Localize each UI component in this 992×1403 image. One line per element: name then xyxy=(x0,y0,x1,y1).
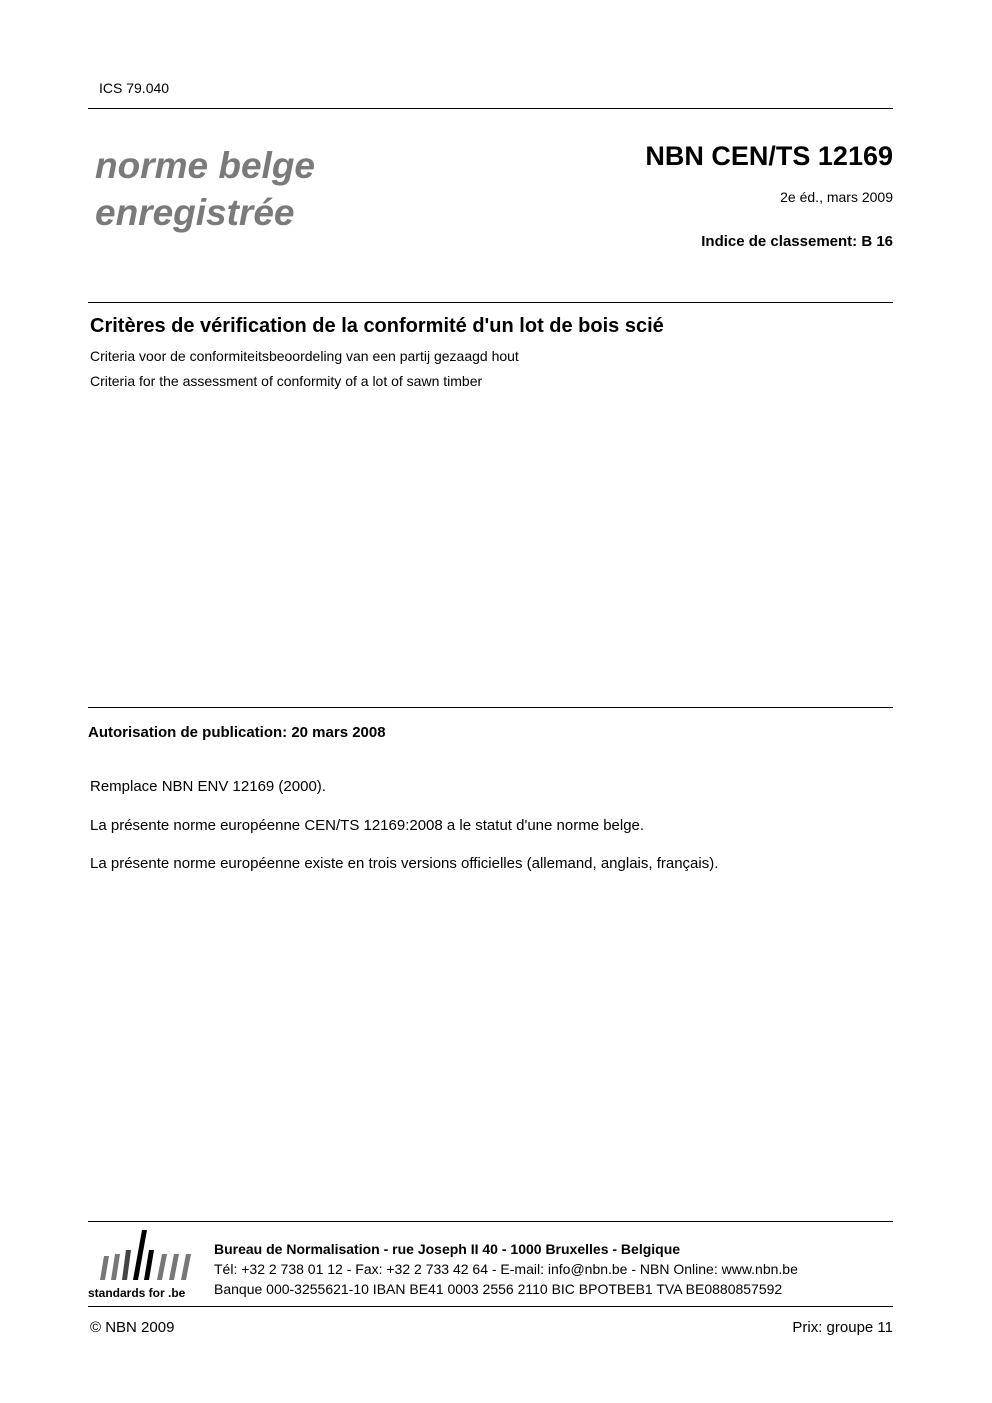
paragraph-versions: La présente norme européenne existe en trois versions officielles (allemand, anglais, français). xyxy=(90,855,719,872)
paragraph-status: La présente norme européenne CEN/TS 12169:2008 a le statut d'une norme belge. xyxy=(90,817,645,834)
nbn-logo xyxy=(88,1228,200,1304)
divider xyxy=(88,1221,893,1222)
logo-tagline: standards for .be xyxy=(88,1286,186,1300)
price-group: Prix: groupe 11 xyxy=(792,1319,893,1336)
title-fr: Critères de vérification de la conformité d'un lot de bois scié xyxy=(90,315,664,337)
divider xyxy=(88,108,893,109)
publication-authorisation: Autorisation de publication: 20 mars 2008 xyxy=(88,724,386,741)
divider xyxy=(88,302,893,303)
edition: 2e éd., mars 2009 xyxy=(780,189,893,205)
footer-bank: Banque 000-3255621-10 IBAN BE41 0003 2556 2110 BIC BPOTBEB1 TVA BE0880857592 xyxy=(214,1281,783,1297)
footer-contact: Tél: +32 2 738 01 12 - Fax: +32 2 733 42 64 - E-mail: info@nbn.be - NBN Online: www.nbn.be xyxy=(214,1261,798,1277)
brand-line-1: norme belge xyxy=(95,145,315,186)
paragraph-replaces: Remplace NBN ENV 12169 (2000). xyxy=(90,778,326,795)
title-en: Criteria for the assessment of conformity of a lot of sawn timber xyxy=(90,373,483,389)
nbn-logo-mark-icon xyxy=(88,1228,200,1284)
ics-code: ICS 79.040 xyxy=(99,80,170,96)
classification-index: Indice de classement: B 16 xyxy=(701,233,893,250)
title-nl: Criteria voor de conformiteitsbeoordeling van een partij gezaagd hout xyxy=(90,348,519,364)
standard-number: NBN CEN/TS 12169 xyxy=(645,141,893,171)
divider xyxy=(88,1306,893,1307)
divider xyxy=(88,707,893,708)
footer-address: Bureau de Normalisation - rue Joseph II 40 - 1000 Bruxelles - Belgique xyxy=(214,1241,681,1257)
copyright: © NBN 2009 xyxy=(90,1319,175,1336)
brand-title xyxy=(95,142,315,236)
brand-line-2: enregistrée xyxy=(95,192,295,233)
